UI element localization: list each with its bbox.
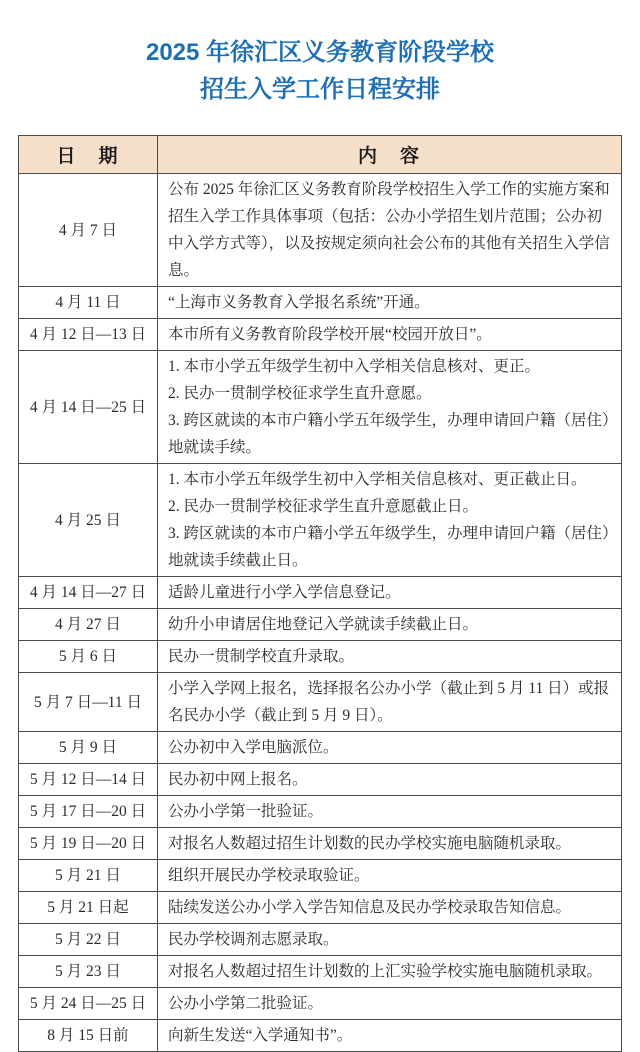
- date-cell: 4 月 14 日—27 日: [19, 577, 158, 609]
- date-cell: 5 月 12 日—14 日: [19, 764, 158, 796]
- schedule-table-header: [19, 136, 622, 174]
- date-cell: 5 月 17 日—20 日: [19, 796, 158, 828]
- content-line: 公布 2025 年徐汇区义务教育阶段学校招生入学工作的实施方案和招生入学工作具体事项（包括：公办小学招生划片范围；公办初中入学方式等），以及按规定须向社会公布的其他有关招生入学信息。: [168, 181, 610, 279]
- content-line: 适龄儿童进行小学入学信息登记。: [168, 584, 401, 601]
- page-title: [0, 34, 640, 108]
- content-cell: [158, 732, 622, 764]
- date-column-header: 日 期: [19, 136, 158, 174]
- header-row: [19, 136, 622, 174]
- date-cell: 4 月 11 日: [19, 287, 158, 319]
- table-row: [19, 609, 622, 641]
- table-row: [19, 174, 622, 287]
- page-title-line-2: 招生入学工作日程安排: [200, 76, 440, 103]
- table-row: [19, 924, 622, 956]
- date-cell: 5 月 9 日: [19, 732, 158, 764]
- content-cell: [158, 174, 622, 287]
- content-line: 2. 民办一贯制学校征求学生直升意愿。: [168, 385, 432, 402]
- table-row: [19, 764, 622, 796]
- content-cell: [158, 464, 622, 577]
- table-row: [19, 828, 622, 860]
- content-line: 陆续发送公办小学入学告知信息及民办学校录取告知信息。: [168, 899, 572, 916]
- content-line: 公办小学第一批验证。: [168, 803, 324, 820]
- content-cell: [158, 892, 622, 924]
- date-cell: 4 月 14 日—25 日: [19, 351, 158, 464]
- table-row: [19, 892, 622, 924]
- content-cell: [158, 577, 622, 609]
- content-cell: [158, 609, 622, 641]
- content-cell: [158, 319, 622, 351]
- content-column-header: 内 容: [158, 136, 622, 174]
- table-row: [19, 860, 622, 892]
- table-row: [19, 796, 622, 828]
- content-cell: [158, 988, 622, 1020]
- content-cell: [158, 956, 622, 988]
- content-line: 3. 跨区就读的本市户籍小学五年级学生，办理申请回户籍（居住）地就读手续截止日。: [168, 525, 610, 569]
- content-cell: [158, 764, 622, 796]
- content-line: 小学入学网上报名，选择报名公办小学（截止到 5 月 11 日）或报名民办小学（截止到 5 月 9 日）。: [168, 680, 610, 724]
- date-cell: 5 月 7 日—11 日: [19, 673, 158, 732]
- content-cell: [158, 351, 622, 464]
- content-line: 公办初中入学电脑派位。: [168, 739, 339, 756]
- content-line: 1. 本市小学五年级学生初中入学相关信息核对、更正截止日。: [168, 471, 587, 488]
- content-cell: [158, 287, 622, 319]
- content-cell: [158, 828, 622, 860]
- table-row: [19, 1020, 622, 1052]
- content-line: 3. 跨区就读的本市户籍小学五年级学生，办理申请回户籍（居住）地就读手续。: [168, 412, 610, 456]
- table-row: [19, 641, 622, 673]
- content-line: 1. 本市小学五年级学生初中入学相关信息核对、更正。: [168, 358, 541, 375]
- date-cell: 5 月 21 日: [19, 860, 158, 892]
- page-title-line-1: 2025 年徐汇区义务教育阶段学校: [145, 39, 495, 66]
- content-line: 对报名人数超过招生计划数的民办学校实施电脑随机录取。: [168, 835, 572, 852]
- table-row: [19, 319, 622, 351]
- date-cell: 5 月 19 日—20 日: [19, 828, 158, 860]
- content-cell: [158, 860, 622, 892]
- content-line: 公办小学第二批验证。: [168, 995, 324, 1012]
- date-cell: 4 月 25 日: [19, 464, 158, 577]
- table-row: [19, 673, 622, 732]
- table-row: [19, 988, 622, 1020]
- content-cell: [158, 924, 622, 956]
- content-cell: [158, 796, 622, 828]
- content-line: 民办学校调剂志愿录取。: [168, 931, 339, 948]
- content-line: 民办一贯制学校直升录取。: [168, 648, 355, 665]
- date-cell: 5 月 6 日: [19, 641, 158, 673]
- table-row: [19, 956, 622, 988]
- date-cell: 5 月 21 日起: [19, 892, 158, 924]
- content-line: 2. 民办一贯制学校征求学生直升意愿截止日。: [168, 498, 479, 515]
- content-line: 本市所有义务教育阶段学校开展“校园开放日”。: [168, 326, 492, 343]
- date-cell: 4 月 7 日: [19, 174, 158, 287]
- content-line: 组织开展民办学校录取验证。: [168, 867, 370, 884]
- table-row: [19, 464, 622, 577]
- table-row: [19, 287, 622, 319]
- content-cell: [158, 1020, 622, 1052]
- content-line: 对报名人数超过招生计划数的上汇实验学校实施电脑随机录取。: [168, 963, 603, 980]
- date-cell: 5 月 24 日—25 日: [19, 988, 158, 1020]
- date-cell: 5 月 23 日: [19, 956, 158, 988]
- date-cell: 4 月 12 日—13 日: [19, 319, 158, 351]
- content-cell: [158, 641, 622, 673]
- content-line: 民办初中网上报名。: [168, 771, 308, 788]
- date-cell: 4 月 27 日: [19, 609, 158, 641]
- table-row: [19, 351, 622, 464]
- content-line: 向新生发送“入学通知书”。: [168, 1027, 353, 1044]
- table-row: [19, 577, 622, 609]
- content-cell: [158, 673, 622, 732]
- content-line: 幼升小申请居住地登记入学就读手续截止日。: [168, 616, 479, 633]
- table-row: [19, 732, 622, 764]
- schedule-table: [18, 135, 622, 1052]
- date-cell: 8 月 15 日前: [19, 1020, 158, 1052]
- content-line: “上海市义务教育入学报名系统”开通。: [168, 294, 430, 311]
- date-cell: 5 月 22 日: [19, 924, 158, 956]
- document-page: [0, 34, 640, 1044]
- schedule-table-body: [19, 174, 622, 1052]
